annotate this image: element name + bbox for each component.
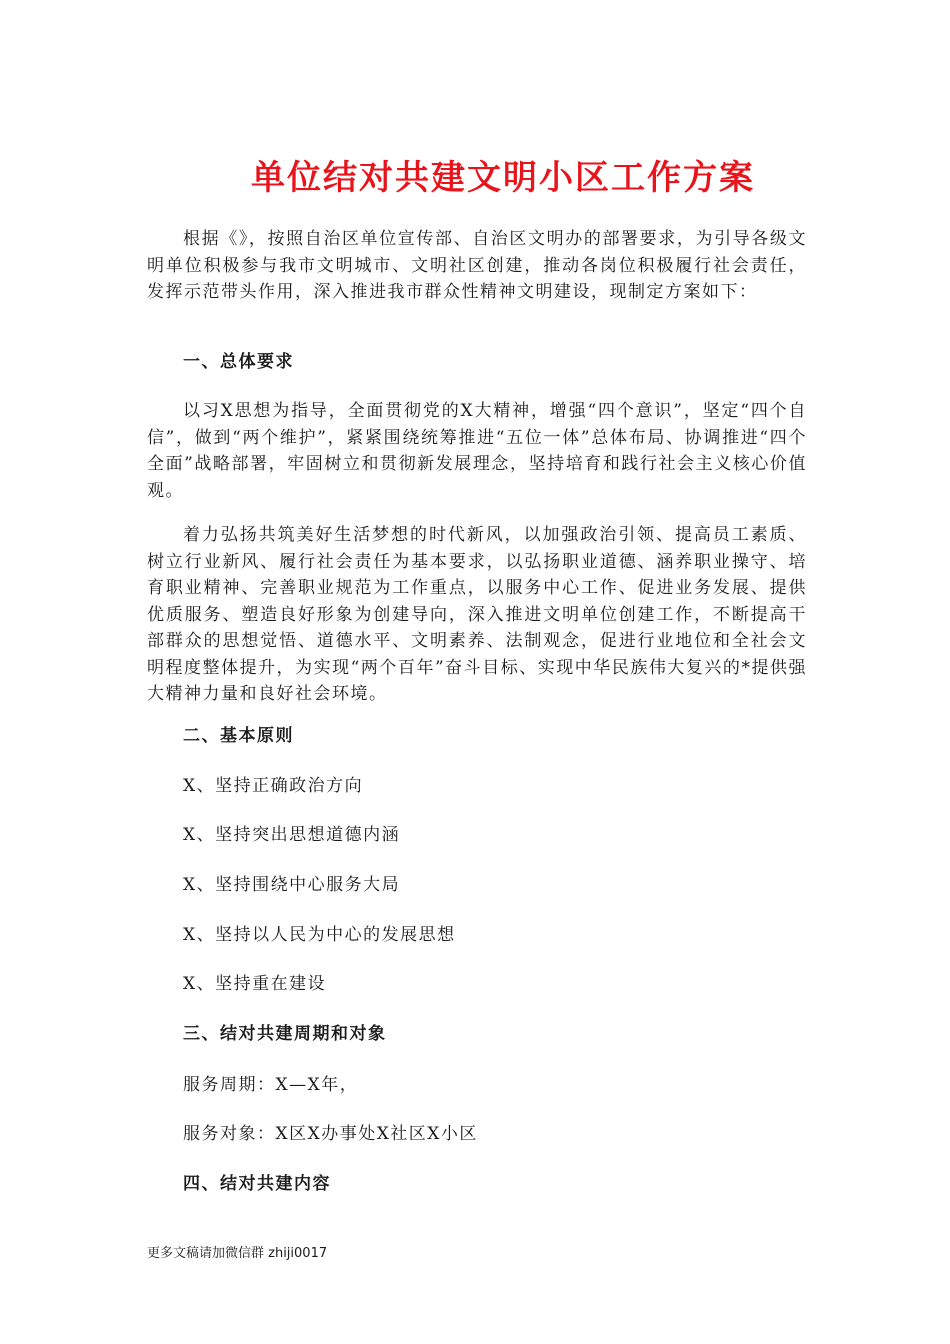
section-heading-period-and-target: 三、结对共建周期和对象 xyxy=(183,1024,387,1044)
general-requirements-paragraph-2: 着力弘扬共筑美好生活梦想的时代新风，以加强政治引领、提高员工素质、树立行业新风、履行社会责任为基本要求，以弘扬职业道德、涵养职业操守、培育职业精神、完善职业规范为工作重点，以服务中心工作、促进业务发展、提供优质服务、塑造良好形象为创建导向，深入推进文明单位创建工作，不断提高干部群众的思想觉悟、道德水平、文明素养、法制观念，促进行业地位和全社会文明程度整体提升，为实现“两个百年”奋斗目标、实现中华民族伟大复兴的*提供强大精神力量和良好社会环境。 xyxy=(147,525,807,704)
principle-item: X、坚持重在建设 xyxy=(183,974,327,994)
page-footer: 更多文稿请加微信群 zhiji0017 xyxy=(147,1246,328,1261)
document-title: 单位结对共建文明小区工作方案 xyxy=(251,158,755,198)
general-requirements-paragraph-1: 以习X思想为指导，全面贯彻党的X大精神，增强“四个意识”，坚定“四个自信”，做到“两个维护”，紧紧围绕统筹推进“五位一体”总体布局、协调推进“四个全面”战略部署，牢固树立和贯彻新发展理念，坚持培育和践行社会主义核心价值观。 xyxy=(147,401,807,501)
principle-item: X、坚持以人民为中心的发展思想 xyxy=(183,925,456,945)
principle-item: X、坚持围绕中心服务大局 xyxy=(183,875,401,895)
intro-paragraph: 根据《》，按照自治区单位宣传部、自治区文明办的部署要求，为引导各级文明单位积极参与我市文明城市、文明社区创建，推动各岗位积极履行社会责任，发挥示范带头作用，深入推进我市群众性精神文明建设，现制定方案如下： xyxy=(147,229,807,302)
service-target: 服务对象：X区X办事处X社区X小区 xyxy=(183,1124,478,1144)
section-heading-general-requirements: 一、总体要求 xyxy=(183,352,294,372)
section-heading-content: 四、结对共建内容 xyxy=(183,1174,331,1194)
principle-item: X、坚持突出思想道德内涵 xyxy=(183,825,401,845)
service-period: 服务周期：X—X年， xyxy=(183,1075,359,1095)
principle-item: X、坚持正确政治方向 xyxy=(183,776,364,796)
section-heading-basic-principles: 二、基本原则 xyxy=(183,726,294,746)
